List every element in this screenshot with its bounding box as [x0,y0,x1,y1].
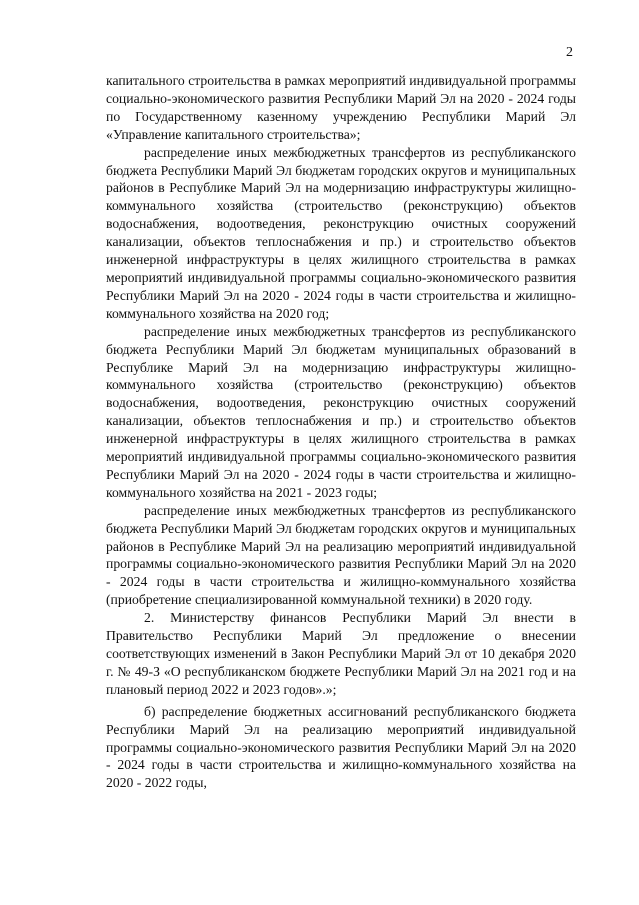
paragraph-3: распределение иных межбюджетных трансфертов из республиканского бюджета Республики Марий Эл бюджетам муниципальных образований в Республике Марий Эл на модернизацию инфраструктуры жилищно-коммунального хозяйства (строительство (реконструкцию) объектов водоснабжения, водоотведения, реконструкцию очистных сооружений канализации, объектов теплоснабжения и пр.) и строительство объектов инженерной инфраструктуры в целях жилищного строительства в рамках мероприятий индивидуальной программы социально-экономического развития Республики Марий Эл на 2020 - 2024 годы в части строительства и жилищно-коммунального хозяйства на 2021 - 2023 годы; [106,323,576,500]
document-body [106,72,576,792]
paragraph-5: 2. Министерству финансов Республики Марий Эл внести в Правительство Республики Марий Эл предложение о внесении соответствующих изменений в Закон Республики Марий Эл от 10 декабря 2020 г. № 49-З «О республиканском бюджете Республики Марий Эл на 2021 год и на плановый период 2022 и 2023 годов».»; [106,610,576,697]
paragraph-2: распределение иных межбюджетных трансфертов из республиканского бюджета Республики Марий Эл бюджетам городских округов и муниципальных районов в Республике Марий Эл на модернизацию инфраструктуры жилищно-коммунального хозяйства (строительство (реконструкцию) объектов водоснабжения, водоотведения, реконструкцию очистных сооружений канализации, объектов теплоснабжения и пр.) и строительство объектов инженерной инфраструктуры в целях жилищного строительства в рамках мероприятий индивидуальной программы социально-экономического развития Республики Марий Эл на 2020 - 2024 годы в части строительства и жилищно-коммунального хозяйства на 2020 год; [106,144,576,321]
page-number: 2 [566,45,573,60]
paragraph-6: б) распределение бюджетных ассигнований республиканского бюджета Республики Марий Эл на реализацию мероприятий индивидуальной программы социально-экономического развития Республики Марий Эл на 2020 - 2024 годы в части строительства и жилищно-коммунального хозяйства на 2020 - 2022 годы, [106,703,576,791]
paragraph-1: капитального строительства в рамках мероприятий индивидуальной программы социально-экономического развития Республики Марий Эл на 2020 - 2024 годы по Государственному казенному учреждению Республики Марий Эл «Управление капитального строительства»; [106,73,576,142]
paragraph-4: распределение иных межбюджетных трансфертов из республиканского бюджета Республики Марий Эл бюджетам городских округов и муниципальных районов в Республике Марий Эл на реализацию мероприятий индивидуальной программы социально-экономического развития Республики Марий Эл на 2020 - 2024 годы в части строительства и жилищно-коммунального хозяйства (приобретение специализированной коммунальной техники) в 2020 году. [106,502,576,608]
